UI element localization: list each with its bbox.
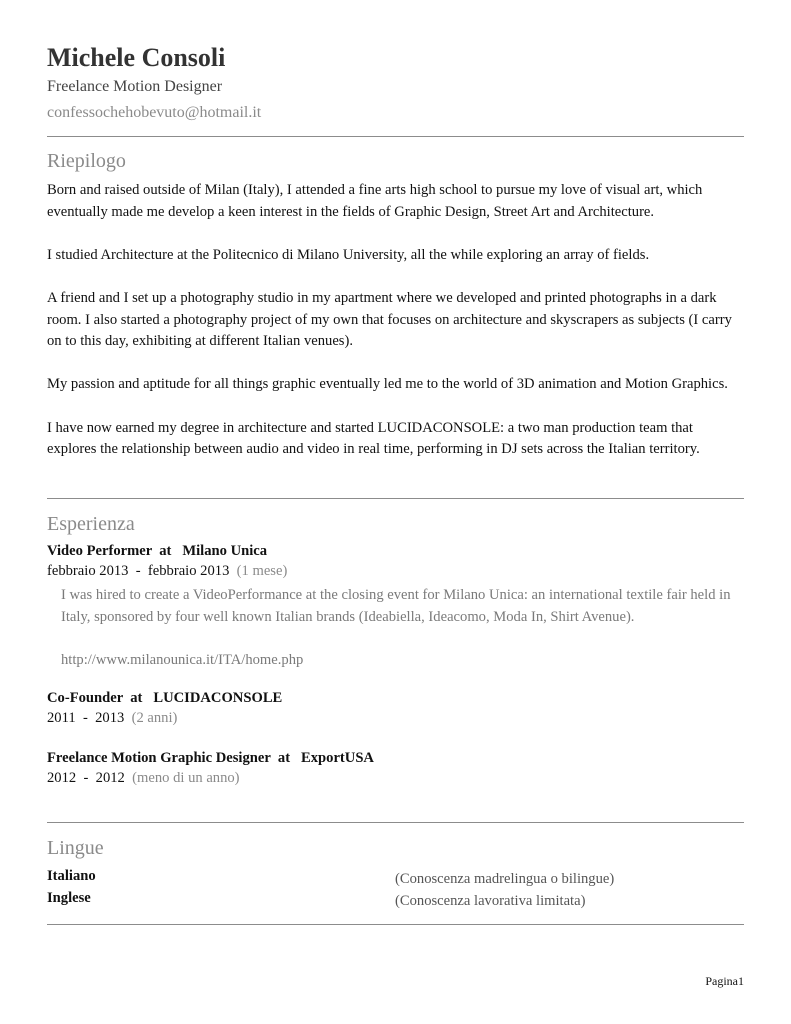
summary-paragraph: I have now earned my degree in architecture and started LUCIDACONSOLE: a two man production team that explores the relationship between audio and video in real time, performing in DJ sets across the Italian territory. xyxy=(47,419,700,458)
section-title-experience: Esperienza xyxy=(47,513,135,535)
summary-paragraph: I studied Architecture at the Politecnico di Milano University, all the while exploring an array of fields. xyxy=(47,246,650,263)
summary-paragraph: My passion and aptitude for all things graphic eventually led me to the world of 3D animation and Motion Graphics. xyxy=(47,376,728,393)
person-name: Michele Consoli xyxy=(47,43,226,72)
summary-text xyxy=(47,180,744,482)
job-title: Freelance Motion Graphic Designer at ExportUSA xyxy=(47,750,374,766)
job-dates xyxy=(47,768,240,788)
job-duration: (2 anni) xyxy=(131,710,178,726)
job-duration: (1 mese) xyxy=(236,563,288,579)
language-level: (Conoscenza madrelingua o bilingue) xyxy=(395,871,615,887)
job-link[interactable]: http://www.milanounica.it/ITA/home.php xyxy=(61,651,304,668)
job-date-range: 2012 - 2012 xyxy=(47,770,125,786)
job-title: Video Performer at Milano Unica xyxy=(47,543,268,559)
job-dates xyxy=(47,561,287,581)
job-duration: (meno di un anno) xyxy=(132,770,240,786)
summary-paragraph: A friend and I set up a photography studio in my apartment where we developed and printed photographs in a dark room. I also started a photography project of my own that focuses on architecture and skyscrapers as subjects (I carry on to this day, exhibiting at different Italian venues). xyxy=(47,289,732,350)
language-name: Inglese xyxy=(47,890,91,906)
language-level: (Conoscenza lavorativa limitata) xyxy=(395,893,586,909)
divider xyxy=(47,822,744,823)
divider xyxy=(47,136,744,137)
job-description xyxy=(61,585,731,693)
section-title-summary: Riepilogo xyxy=(47,150,126,172)
job-date-range: febbraio 2013 - febbraio 2013 xyxy=(47,563,230,579)
summary-paragraph: Born and raised outside of Milan (Italy), I attended a fine arts high school to pursue my love of visual art, which eventually made me develop a keen interest in the fields of Graphic Design, Street Art and Architecture. xyxy=(47,182,703,220)
job-title: Co-Founder at LUCIDACONSOLE xyxy=(47,690,283,706)
divider xyxy=(47,924,744,925)
job-description-text: I was hired to create a VideoPerformance at the closing event for Milano Unica: an international textile fair held in Italy, sponsored by four well known Italian brands (Ideabiella, Ideacomo, Moda In, Shirt Avenue). xyxy=(61,587,731,625)
job-dates xyxy=(47,708,177,728)
person-email: confessochehobevuto@hotmail.it xyxy=(47,104,262,121)
person-role: Freelance Motion Designer xyxy=(47,78,223,95)
section-title-languages: Lingue xyxy=(47,837,104,859)
job-date-range: 2011 - 2013 xyxy=(47,710,125,726)
language-name: Italiano xyxy=(47,868,96,884)
page-number: Pagina1 xyxy=(705,974,744,988)
divider xyxy=(47,498,744,499)
